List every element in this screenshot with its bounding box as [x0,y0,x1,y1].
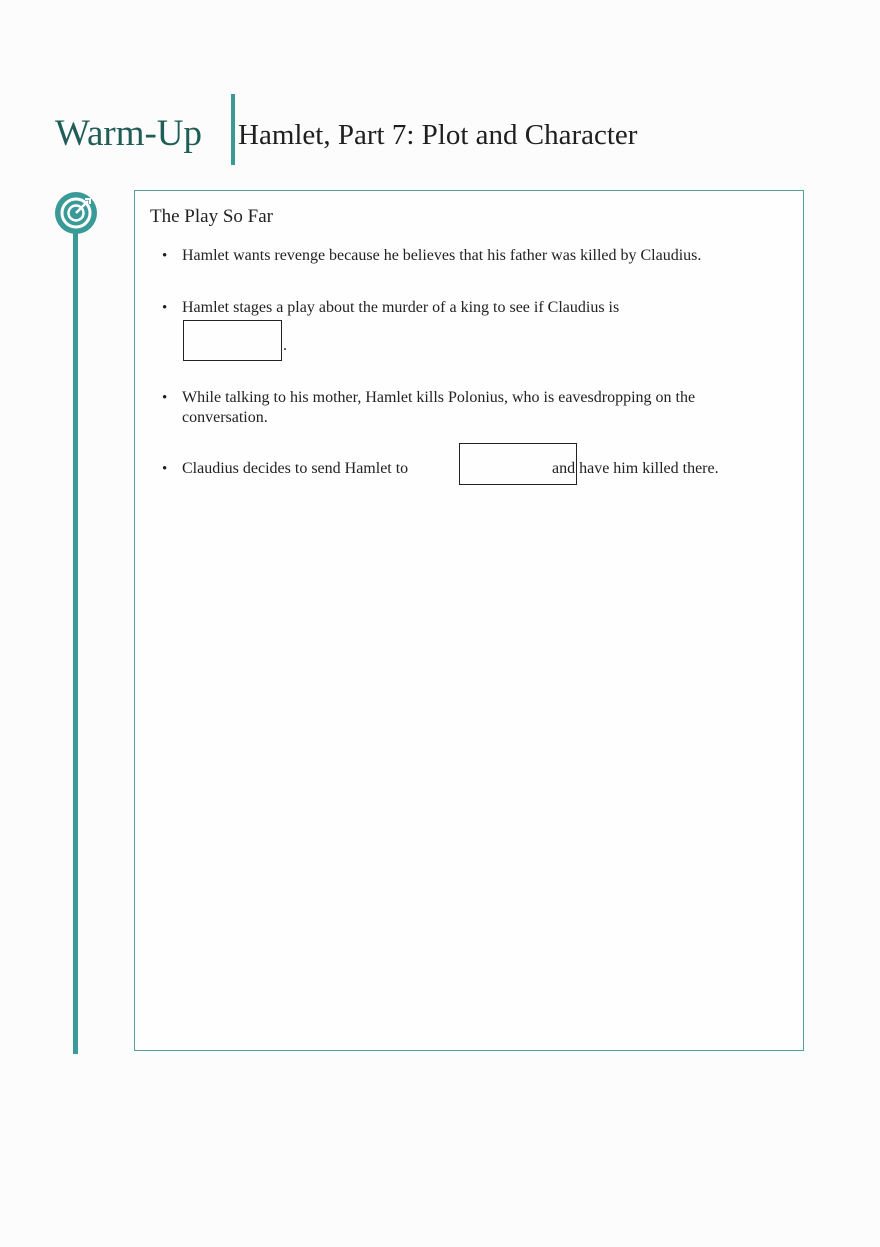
section-label: Warm-Up [55,113,203,154]
bullet-text-4-continuation: and have him killed there. [552,460,719,477]
bullet-text-2: Hamlet stages a play about the murder of a king to see if Claudius is [182,299,620,316]
bullet-marker: • [162,248,168,264]
answer-blank-1[interactable] [183,320,282,361]
bullet-text-1: Hamlet wants revenge because he believes that his father was killed by Claudius. [182,247,702,264]
side-accent-line [73,226,78,1054]
blank-trailing-period: . [283,337,287,354]
bullet-text-4: Claudius decides to send Hamlet to [182,460,409,477]
title-divider [231,94,235,165]
bullet-text-3: While talking to his mother, Hamlet kills Polonius, who is eavesdropping on the conversation. [182,389,696,426]
bullet-marker: • [162,461,168,477]
bullet-marker: • [162,300,168,316]
target-icon [55,192,97,234]
box-heading: The Play So Far [150,206,273,227]
lesson-title: Hamlet, Part 7: Plot and Character [238,119,638,151]
bullet-marker: • [162,390,168,406]
